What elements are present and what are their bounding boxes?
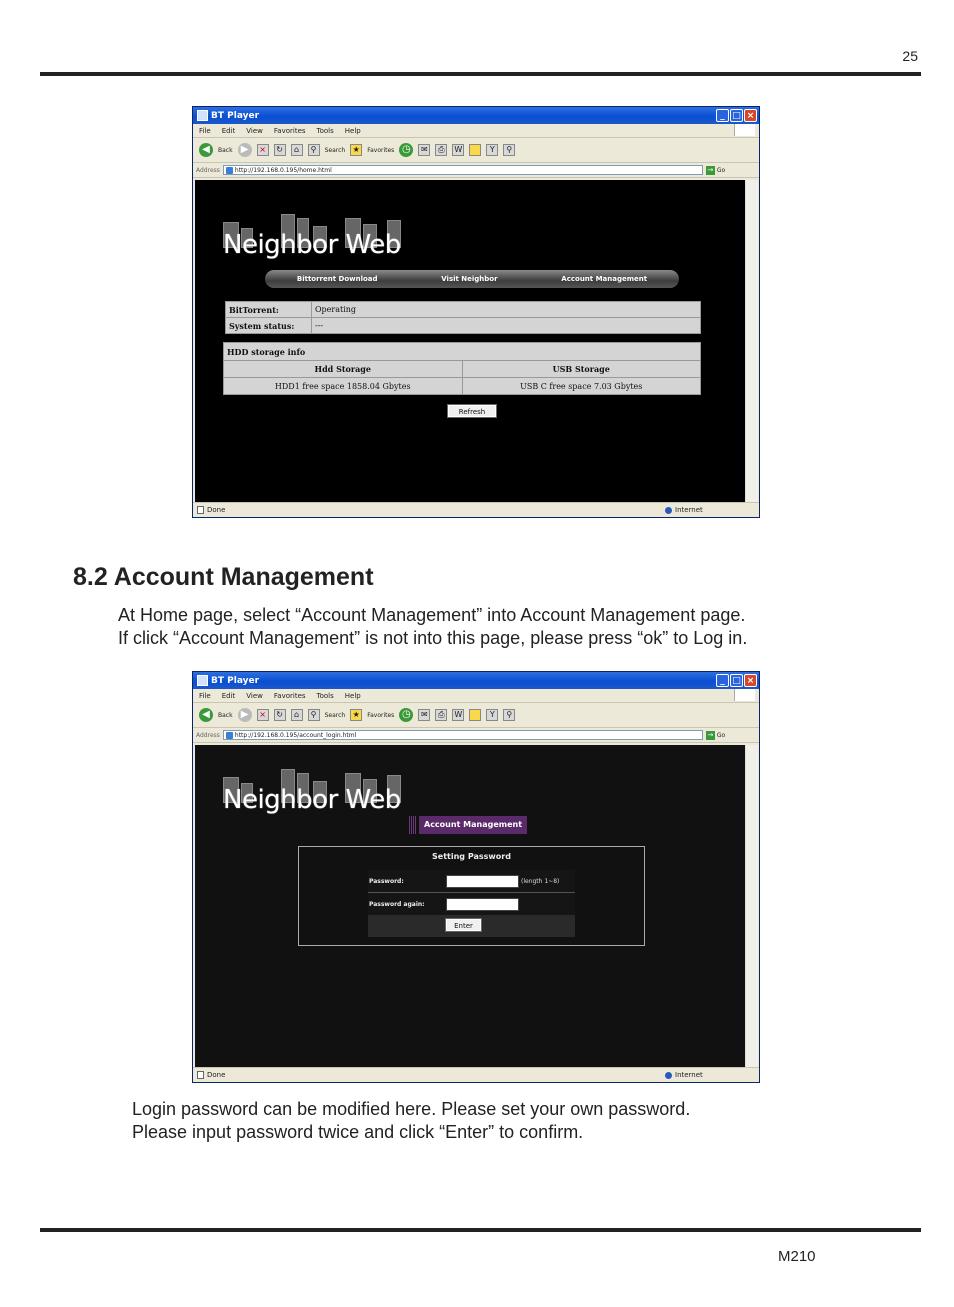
menu-favorites[interactable]: Favorites — [273, 691, 306, 700]
password-label: Password: — [369, 877, 404, 885]
back-icon[interactable]: ◀ — [199, 143, 213, 157]
bittorrent-label: BitTorrent: — [226, 302, 312, 317]
title-bar — [193, 107, 759, 124]
hdd-storage-header: Hdd Storage — [224, 361, 462, 378]
menu-help[interactable]: Help — [344, 691, 361, 700]
menu-file[interactable]: File — [199, 126, 211, 135]
nav-visit-neighbor[interactable]: Visit Neighbor — [441, 275, 498, 283]
bottom-rule — [40, 1228, 921, 1232]
status-done: Done — [207, 506, 226, 514]
address-url: http://192.168.0.195/home.html — [234, 166, 332, 174]
address-input[interactable] — [223, 730, 703, 740]
address-bar — [193, 728, 759, 743]
menu-tools[interactable]: Tools — [316, 126, 334, 135]
neighbor-web-logo — [223, 208, 413, 258]
form-footer — [368, 915, 575, 937]
research-icon[interactable]: ⚲ — [503, 144, 515, 156]
menu-favorites[interactable]: Favorites — [273, 126, 306, 135]
edit-icon[interactable]: W — [452, 709, 464, 721]
maximize-icon[interactable]: □ — [730, 109, 743, 122]
menu-bar — [193, 124, 759, 138]
nav-bar — [265, 270, 679, 288]
minimize-icon[interactable]: _ — [716, 674, 729, 687]
neighbor-web-logo — [223, 763, 413, 813]
top-rule — [40, 72, 921, 76]
password-again-input[interactable] — [446, 898, 519, 911]
page-content — [195, 745, 745, 1068]
windows-logo-icon — [734, 689, 755, 701]
folder-icon[interactable] — [469, 709, 481, 721]
back-button[interactable]: Back — [218, 711, 233, 719]
folder-icon[interactable] — [469, 144, 481, 156]
page-number: 25 — [902, 48, 918, 64]
address-input[interactable] — [223, 165, 703, 175]
print-icon[interactable]: ⎙ — [435, 709, 447, 721]
section-heading: 8.2 Account Management — [73, 563, 374, 591]
setting-password-title: Setting Password — [432, 852, 511, 861]
menu-help[interactable]: Help — [344, 126, 361, 135]
home-icon[interactable]: ⌂ — [291, 709, 303, 721]
system-status-value: --- — [315, 321, 324, 330]
menu-edit[interactable]: Edit — [221, 691, 236, 700]
bittorrent-value: Operating — [315, 305, 357, 314]
intro-line-2: If click “Account Management” is not into this page, please press “ok” to Log in. — [118, 628, 748, 648]
model-number: M210 — [778, 1248, 816, 1265]
vertical-scrollbar[interactable] — [745, 745, 758, 1068]
go-icon[interactable]: → — [707, 165, 714, 174]
password-row — [368, 870, 575, 893]
search-icon[interactable]: ⚲ — [308, 144, 320, 156]
favorites-button[interactable]: Favorites — [367, 146, 395, 154]
print-icon[interactable]: ⎙ — [435, 144, 447, 156]
password-form — [368, 870, 575, 936]
logo-text: Neighbor Web — [223, 785, 401, 815]
setting-password-box — [298, 846, 645, 946]
status-zone: Internet — [675, 506, 703, 514]
status-done: Done — [207, 1071, 226, 1079]
go-icon[interactable]: → — [707, 730, 714, 739]
hdd-storage-table — [223, 342, 701, 395]
go-button[interactable]: Go — [716, 166, 726, 174]
table-row — [226, 318, 700, 333]
intro-paragraph — [118, 604, 747, 650]
stop-icon[interactable]: × — [257, 709, 269, 721]
table-row — [226, 302, 700, 318]
address-label: Address — [196, 166, 220, 174]
maximize-icon[interactable]: □ — [730, 674, 743, 687]
password-input[interactable] — [446, 875, 519, 888]
usb-storage-value: USB C free space 7.03 Gbytes — [520, 381, 643, 391]
title-bar — [193, 672, 759, 689]
address-label: Address — [196, 731, 220, 739]
messenger-icon[interactable]: Y — [486, 709, 498, 721]
vertical-scrollbar[interactable] — [745, 180, 758, 503]
closing-paragraph — [132, 1098, 690, 1144]
windows-logo-icon — [734, 124, 755, 136]
account-management-title: Account Management — [419, 816, 527, 834]
window-title: BT Player — [211, 110, 260, 121]
status-bar — [193, 1067, 759, 1082]
browser-window-home — [192, 106, 760, 518]
menu-tools[interactable]: Tools — [316, 691, 334, 700]
menu-view[interactable]: View — [246, 126, 263, 135]
forward-icon[interactable]: ▶ — [238, 708, 252, 722]
hdd-storage-value: HDD1 free space 1858.04 Gbytes — [274, 381, 411, 391]
page-icon — [226, 167, 233, 174]
enter-button[interactable]: Enter — [446, 919, 481, 931]
page-icon — [197, 506, 204, 514]
home-icon[interactable]: ⌂ — [291, 144, 303, 156]
favorites-icon[interactable]: ★ — [350, 709, 362, 721]
app-icon — [197, 675, 208, 686]
toolbar — [193, 703, 759, 728]
back-icon[interactable]: ◀ — [199, 708, 213, 722]
menu-edit[interactable]: Edit — [221, 126, 236, 135]
logo-text: Neighbor Web — [223, 230, 401, 260]
menu-bar — [193, 689, 759, 703]
nav-bittorrent-download[interactable]: Bittorrent Download — [296, 275, 378, 283]
password-again-label: Password again: — [369, 900, 425, 908]
password-hint: (length 1~8) — [521, 877, 560, 885]
history-icon[interactable]: ◷ — [399, 708, 413, 722]
minimize-icon[interactable]: _ — [716, 109, 729, 122]
mail-icon[interactable]: ✉ — [418, 144, 430, 156]
page-icon — [226, 732, 233, 739]
internet-zone-icon — [665, 1072, 672, 1079]
password-again-row — [368, 893, 575, 916]
search-icon[interactable]: ⚲ — [308, 709, 320, 721]
browser-window-account — [192, 671, 760, 1083]
hdd-title: HDD storage info — [224, 343, 700, 361]
search-button[interactable]: Search — [324, 711, 346, 719]
status-bar — [193, 502, 759, 517]
status-table — [225, 301, 701, 334]
close-icon[interactable]: × — [744, 109, 757, 122]
mail-icon[interactable]: ✉ — [418, 709, 430, 721]
favorites-button[interactable]: Favorites — [367, 711, 395, 719]
edit-icon[interactable]: W — [452, 144, 464, 156]
stop-icon[interactable]: × — [257, 144, 269, 156]
refresh-icon[interactable]: ↻ — [274, 709, 286, 721]
intro-line-1: At Home page, select “Account Management” into Account Management page. — [118, 605, 746, 625]
go-button[interactable]: Go — [716, 731, 726, 739]
app-icon — [197, 110, 208, 121]
close-icon[interactable]: × — [744, 674, 757, 687]
back-button[interactable]: Back — [218, 146, 233, 154]
header-stripes — [409, 816, 416, 834]
menu-file[interactable]: File — [199, 691, 211, 700]
favorites-icon[interactable]: ★ — [350, 144, 362, 156]
address-bar — [193, 163, 759, 178]
closing-line-2: Please input password twice and click “Enter” to confirm. — [132, 1122, 584, 1142]
window-title: BT Player — [211, 675, 260, 686]
system-status-label: System status: — [226, 318, 312, 333]
account-management-header — [409, 816, 527, 834]
page-icon — [197, 1071, 204, 1079]
history-icon[interactable]: ◷ — [399, 143, 413, 157]
search-button[interactable]: Search — [324, 146, 346, 154]
usb-storage-header: USB Storage — [463, 361, 701, 378]
internet-zone-icon — [665, 507, 672, 514]
closing-line-1: Login password can be modified here. Please set your own password. — [132, 1099, 691, 1119]
page-content — [195, 180, 745, 503]
research-icon[interactable]: ⚲ — [503, 709, 515, 721]
refresh-button[interactable]: Refresh — [448, 405, 496, 417]
address-url: http://192.168.0.195/account_login.html — [234, 731, 357, 739]
nav-account-management[interactable]: Account Management — [561, 275, 648, 283]
forward-icon[interactable]: ▶ — [238, 143, 252, 157]
status-zone: Internet — [675, 1071, 703, 1079]
refresh-icon[interactable]: ↻ — [274, 144, 286, 156]
toolbar — [193, 138, 759, 163]
menu-view[interactable]: View — [246, 691, 263, 700]
messenger-icon[interactable]: Y — [486, 144, 498, 156]
